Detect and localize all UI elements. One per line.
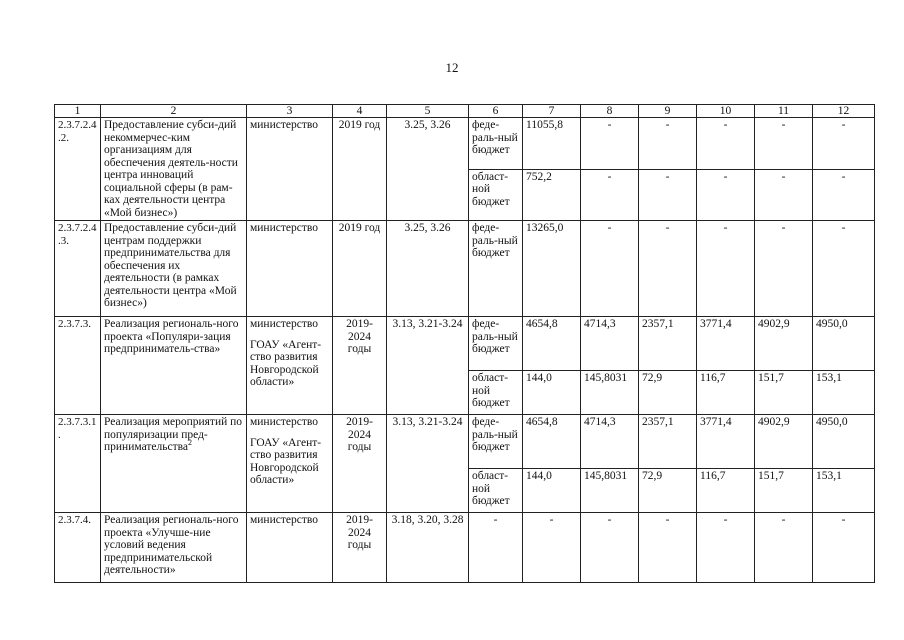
value-cell: 72,9 — [639, 371, 697, 415]
value-cell: 2357,1 — [639, 415, 697, 469]
value-cell: - — [581, 221, 639, 317]
item-executor-cell — [247, 317, 333, 415]
item-term: 2019-2024 годы — [333, 317, 387, 415]
value-cell: 4902,9 — [755, 317, 813, 371]
item-term: 2019 год — [333, 221, 387, 317]
header-cell: 5 — [387, 105, 469, 118]
value-cell: 144,0 — [523, 371, 581, 415]
value-cell: - — [523, 513, 581, 583]
funding-source: феде-раль-ный бюджет — [469, 415, 523, 469]
value-cell: - — [639, 118, 697, 170]
header-cell: 8 — [581, 105, 639, 118]
value-cell: 2357,1 — [639, 317, 697, 371]
value-cell: - — [697, 513, 755, 583]
item-indicator: 3.25, 3.26 — [387, 118, 469, 221]
value-cell: 116,7 — [697, 469, 755, 513]
table-row — [55, 415, 875, 469]
value-cell: - — [581, 169, 639, 221]
value-cell: 72,9 — [639, 469, 697, 513]
header-cell: 4 — [333, 105, 387, 118]
header-cell: 11 — [755, 105, 813, 118]
item-indicator: 3.13, 3.21-3.24 — [387, 415, 469, 513]
item-term: 2019-2024 годы — [333, 415, 387, 513]
item-number: 2.3.7.3.1. — [55, 415, 101, 513]
value-cell: 4654,8 — [523, 415, 581, 469]
value-cell: 752,2 — [523, 169, 581, 221]
item-number: 2.3.7.3. — [55, 317, 101, 415]
value-cell: 4902,9 — [755, 415, 813, 469]
item-name: Реализация мероприятий по популяризации пред-принимательства — [104, 416, 243, 453]
item-indicator: 3.25, 3.26 — [387, 221, 469, 317]
item-indicator: 3.13, 3.21-3.24 — [387, 317, 469, 415]
table-row — [55, 221, 875, 317]
value-cell: 4950,0 — [813, 415, 875, 469]
item-indicator: 3.18, 3.20, 3.28 — [387, 513, 469, 583]
value-cell: 153,1 — [813, 371, 875, 415]
measures-table — [54, 104, 875, 583]
value-cell: - — [813, 221, 875, 317]
item-name: Предоставление субси-дий центрам поддержки предпринимательства для обеспечения их деятельности (в рамках деятельности центра «Мой бизнес») — [101, 221, 247, 317]
value-cell: - — [813, 513, 875, 583]
value-cell: 3771,4 — [697, 415, 755, 469]
item-executor: министерство — [247, 221, 333, 317]
header-cell: 2 — [101, 105, 247, 118]
value-cell: 145,8031 — [581, 371, 639, 415]
value-cell: - — [639, 513, 697, 583]
value-cell: 116,7 — [697, 371, 755, 415]
item-executor-cell — [247, 415, 333, 513]
value-cell: - — [813, 169, 875, 221]
footnote-marker: 2 — [188, 438, 192, 448]
funding-source: феде-раль-ный бюджет — [469, 317, 523, 371]
header-cell: 10 — [697, 105, 755, 118]
item-number: 2.3.7.2.4.3. — [55, 221, 101, 317]
value-cell: - — [639, 221, 697, 317]
value-cell: - — [697, 221, 755, 317]
value-cell: 4654,8 — [523, 317, 581, 371]
value-cell: - — [755, 169, 813, 221]
funding-source: област-ной бюджет — [469, 469, 523, 513]
value-cell: 13265,0 — [523, 221, 581, 317]
item-executor-secondary: ГОАУ «Агент-ство развития Новгородской области» — [250, 436, 322, 486]
item-executor-secondary: ГОАУ «Агент-ство развития Новгородской области» — [250, 338, 322, 388]
value-cell: 144,0 — [523, 469, 581, 513]
value-cell: 153,1 — [813, 469, 875, 513]
item-term: 2019-2024 годы — [333, 513, 387, 583]
value-cell: - — [639, 169, 697, 221]
value-cell: - — [813, 118, 875, 170]
table-row — [55, 513, 875, 583]
header-cell: 3 — [247, 105, 333, 118]
item-name: Реализация региональ-ного проекта «Улучше-ние условий ведения предпринимательской деятельности» — [101, 513, 247, 583]
funding-source: област-ной бюджет — [469, 169, 523, 221]
value-cell: 3771,4 — [697, 317, 755, 371]
item-number: 2.3.7.2.4.2. — [55, 118, 101, 221]
value-cell: 151,7 — [755, 371, 813, 415]
value-cell: 145,8031 — [581, 469, 639, 513]
value-cell: 4714,3 — [581, 415, 639, 469]
item-executor: министерство — [247, 118, 333, 221]
item-executor: министерство — [250, 318, 318, 330]
funding-source: - — [469, 513, 523, 583]
value-cell: - — [755, 118, 813, 170]
header-row — [55, 105, 875, 118]
value-cell: - — [697, 169, 755, 221]
value-cell: 4950,0 — [813, 317, 875, 371]
funding-source: област-ной бюджет — [469, 371, 523, 415]
header-cell: 6 — [469, 105, 523, 118]
page-number: 12 — [445, 60, 459, 75]
value-cell: 4714,3 — [581, 317, 639, 371]
item-executor: министерство — [250, 416, 318, 428]
value-cell: - — [755, 513, 813, 583]
value-cell: - — [581, 118, 639, 170]
table-row — [55, 317, 875, 371]
item-name: Реализация региональ-ного проекта «Популяри-зация предприниматель-ства» — [101, 317, 247, 415]
item-executor: министерство — [247, 513, 333, 583]
value-cell: - — [581, 513, 639, 583]
item-number: 2.3.7.4. — [55, 513, 101, 583]
funding-source: феде-раль-ный бюджет — [469, 118, 523, 170]
value-cell: - — [697, 118, 755, 170]
item-term: 2019 год — [333, 118, 387, 221]
header-cell: 12 — [813, 105, 875, 118]
funding-source: феде-раль-ный бюджет — [469, 221, 523, 317]
table-row — [55, 118, 875, 170]
value-cell: - — [755, 221, 813, 317]
header-cell: 9 — [639, 105, 697, 118]
value-cell: 11055,8 — [523, 118, 581, 170]
value-cell: 151,7 — [755, 469, 813, 513]
header-cell: 7 — [523, 105, 581, 118]
header-cell: 1 — [55, 105, 101, 118]
item-name-cell — [101, 415, 247, 513]
item-name: Предоставление субси-дий некоммерчес-ким организациям для обеспечения деятель-ности центра инноваций социальной сферы (в рам-ках деятельности центра «Мой бизнес») — [101, 118, 247, 221]
